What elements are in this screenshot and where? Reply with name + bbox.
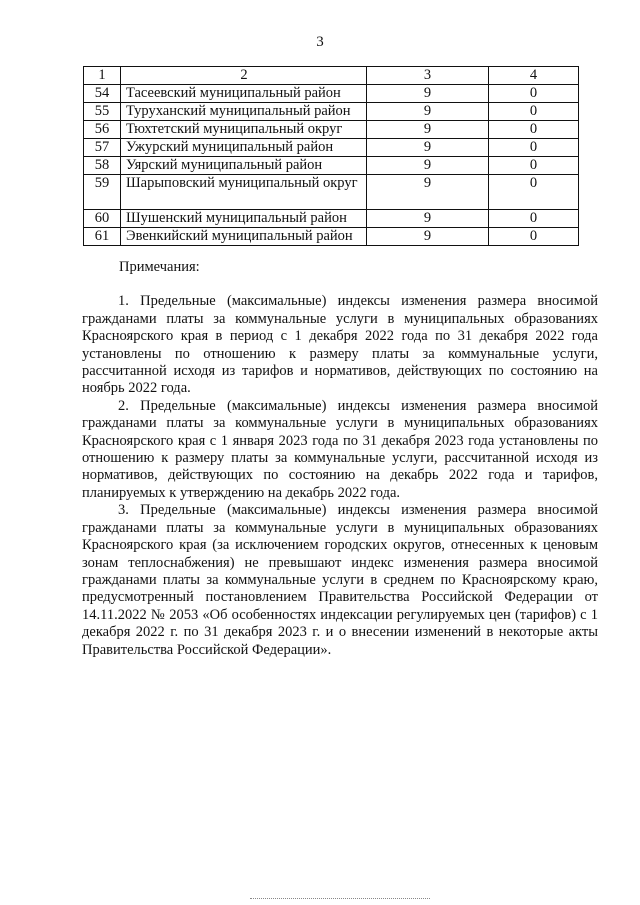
index-value: 9 (367, 228, 489, 246)
index-value: 9 (367, 121, 489, 139)
deviation-value: 0 (489, 85, 579, 103)
page-number: 3 (316, 34, 324, 50)
column-header: 3 (367, 67, 489, 85)
index-value: 9 (367, 175, 489, 210)
deviation-value: 0 (489, 175, 579, 210)
table-row (84, 121, 579, 139)
deviation-value: 0 (489, 210, 579, 228)
deviation-value: 0 (489, 228, 579, 246)
table-row (84, 85, 579, 103)
municipality-name: Туруханский муниципальный район (121, 103, 367, 121)
row-number: 58 (84, 157, 121, 175)
index-value: 9 (367, 139, 489, 157)
row-number: 60 (84, 210, 121, 228)
deviation-value: 0 (489, 103, 579, 121)
table-row (84, 228, 579, 246)
municipality-name: Эвенкийский муниципальный район (121, 228, 367, 246)
row-number: 57 (84, 139, 121, 157)
row-number: 56 (84, 121, 121, 139)
row-number: 55 (84, 103, 121, 121)
table-row (84, 139, 579, 157)
municipality-name: Шушенский муниципальный район (121, 210, 367, 228)
index-value: 9 (367, 210, 489, 228)
note-paragraph-1: 1. Предельные (максимальные) индексы изменения размера вносимой гражданами платы за коммунальные услуги в муниципальных образованиях Красноярского края в период с 1 декабря 2022 года по 31 декабря 2022 года установлены по отношению к размеру платы за коммунальные услуги, рассчитанной исходя из тарифов и нормативов, действующих по состоянию на ноябрь 2022 года. (82, 293, 598, 397)
column-header: 1 (84, 67, 121, 85)
table-row (84, 157, 579, 175)
index-value: 9 (367, 85, 489, 103)
municipality-name: Шарыповский муниципальный округ (121, 175, 367, 210)
table-header-row (84, 67, 579, 85)
notes-section (82, 259, 598, 659)
table-row (84, 103, 579, 121)
deviation-value: 0 (489, 121, 579, 139)
municipality-name: Уярский муниципальный район (121, 157, 367, 175)
index-value: 9 (367, 103, 489, 121)
municipality-name: Тюхтетский муниципальный округ (121, 121, 367, 139)
note-paragraph-2: 2. Предельные (максимальные) индексы изменения размера вносимой гражданами платы за коммунальные услуги в муниципальных образованиях Красноярского края с 1 января 2023 года по 31 декабря 2023 года установлены по отношению к размеру платы за коммунальные услуги, рассчитанной исходя из нормативов, действующих по состоянию на декабрь 2022 года и тарифов, планируемых к утверждению на декабрь 2022 года. (82, 397, 598, 501)
notes-title: Примечания: (119, 259, 200, 275)
deviation-value: 0 (489, 157, 579, 175)
table-row (84, 175, 579, 210)
municipal-index-table (83, 66, 579, 246)
column-header: 4 (489, 67, 579, 85)
deviation-value: 0 (489, 139, 579, 157)
column-header: 2 (121, 67, 367, 85)
row-number: 61 (84, 228, 121, 246)
index-value: 9 (367, 157, 489, 175)
municipality-name: Ужурский муниципальный район (121, 139, 367, 157)
note-paragraph-3: 3. Предельные (максимальные) индексы изменения размера вносимой гражданами платы за коммунальные услуги в муниципальных образованиях Красноярского края (за исключением городских округов, отнесенных к ценовым зонам теплоснабжения) не превышают индекс изменения размера вносимой гражданами платы за коммунальные услуги в среднем по Красноярскому краю, предусмотренный постановлением Правительства Российской Федерации от 14.11.2022 № 2053 «Об особенностях индексации регулируемых цен (тарифов) с 1 декабря 2022 г. по 31 декабря 2023 г. и о внесении изменений в некоторые акты Правительства Российской Федерации». (82, 502, 598, 658)
scan-edge-line (250, 898, 430, 899)
row-number: 59 (84, 175, 121, 210)
table-row (84, 210, 579, 228)
municipality-name: Тасеевский муниципальный район (121, 85, 367, 103)
row-number: 54 (84, 85, 121, 103)
